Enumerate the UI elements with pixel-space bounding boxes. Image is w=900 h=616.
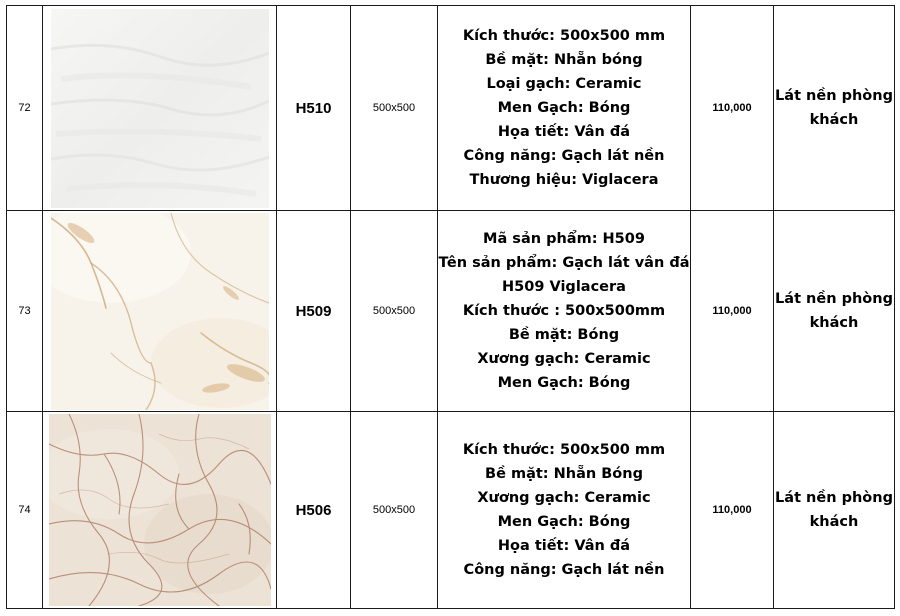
tile-image-h506 <box>49 414 271 606</box>
product-price: 110,000 <box>691 412 774 609</box>
description-line: Men Gạch: Bóng <box>497 514 631 530</box>
tile-size: 500x500 <box>351 211 438 412</box>
description-line: Men Gạch: Bóng <box>497 375 631 391</box>
product-usage <box>774 412 895 609</box>
usage-line: khách <box>809 112 859 128</box>
description-line: Xương gạch: Ceramic <box>477 351 651 367</box>
tile-image-h509 <box>51 213 269 410</box>
product-description <box>438 412 691 609</box>
usage-line: Lát nền phòng <box>775 88 893 104</box>
table-row <box>7 6 895 211</box>
description-line: Loại gạch: Ceramic <box>486 76 642 92</box>
description-line: Họa tiết: Vân đá <box>497 124 631 140</box>
description-line: Men Gạch: Bóng <box>497 100 631 116</box>
description-line: Kích thước: 500x500 mm <box>462 442 666 458</box>
row-number: 74 <box>7 412 43 609</box>
description-line: Kích thước : 500x500mm <box>462 303 666 319</box>
description-line: Kích thước: 500x500 mm <box>462 28 666 44</box>
product-usage <box>774 211 895 412</box>
product-code: H509 <box>277 211 351 412</box>
usage-line: Lát nền phòng <box>775 490 893 506</box>
description-line: Tên sản phẩm: Gạch lát vân đá <box>438 255 690 271</box>
product-code: H510 <box>277 6 351 211</box>
tile-image-cell <box>43 412 277 609</box>
description-line: Công năng: Gạch lát nền <box>463 148 665 164</box>
description-line: Bề mặt: Bóng <box>508 327 620 343</box>
product-usage <box>774 6 895 211</box>
description-line: Thương hiệu: Viglacera <box>469 172 659 188</box>
row-number: 72 <box>7 6 43 211</box>
description-line: Công năng: Gạch lát nền <box>463 562 665 578</box>
description-line: H509 Viglacera <box>502 279 626 295</box>
product-description <box>438 211 691 412</box>
tile-image-cell <box>43 211 277 412</box>
description-line: Mã sản phẩm: H509 <box>483 231 645 247</box>
product-price: 110,000 <box>691 211 774 412</box>
usage-line: khách <box>809 514 859 530</box>
usage-line: khách <box>809 315 859 331</box>
table-row <box>7 412 895 609</box>
product-price: 110,000 <box>691 6 774 211</box>
usage-line: Lát nền phòng <box>775 291 893 307</box>
tile-image-cell <box>43 6 277 211</box>
tile-size: 500x500 <box>351 412 438 609</box>
table-row <box>7 211 895 412</box>
description-line: Bề mặt: Nhẵn bóng <box>485 52 643 68</box>
product-description <box>438 6 691 211</box>
row-number: 73 <box>7 211 43 412</box>
description-line: Xương gạch: Ceramic <box>477 490 651 506</box>
description-line: Họa tiết: Vân đá <box>497 538 631 554</box>
product-code: H506 <box>277 412 351 609</box>
tile-size: 500x500 <box>351 6 438 211</box>
product-table <box>6 5 895 609</box>
tile-image-h510 <box>51 9 269 208</box>
description-line: Bề mặt: Nhẵn Bóng <box>485 466 643 482</box>
